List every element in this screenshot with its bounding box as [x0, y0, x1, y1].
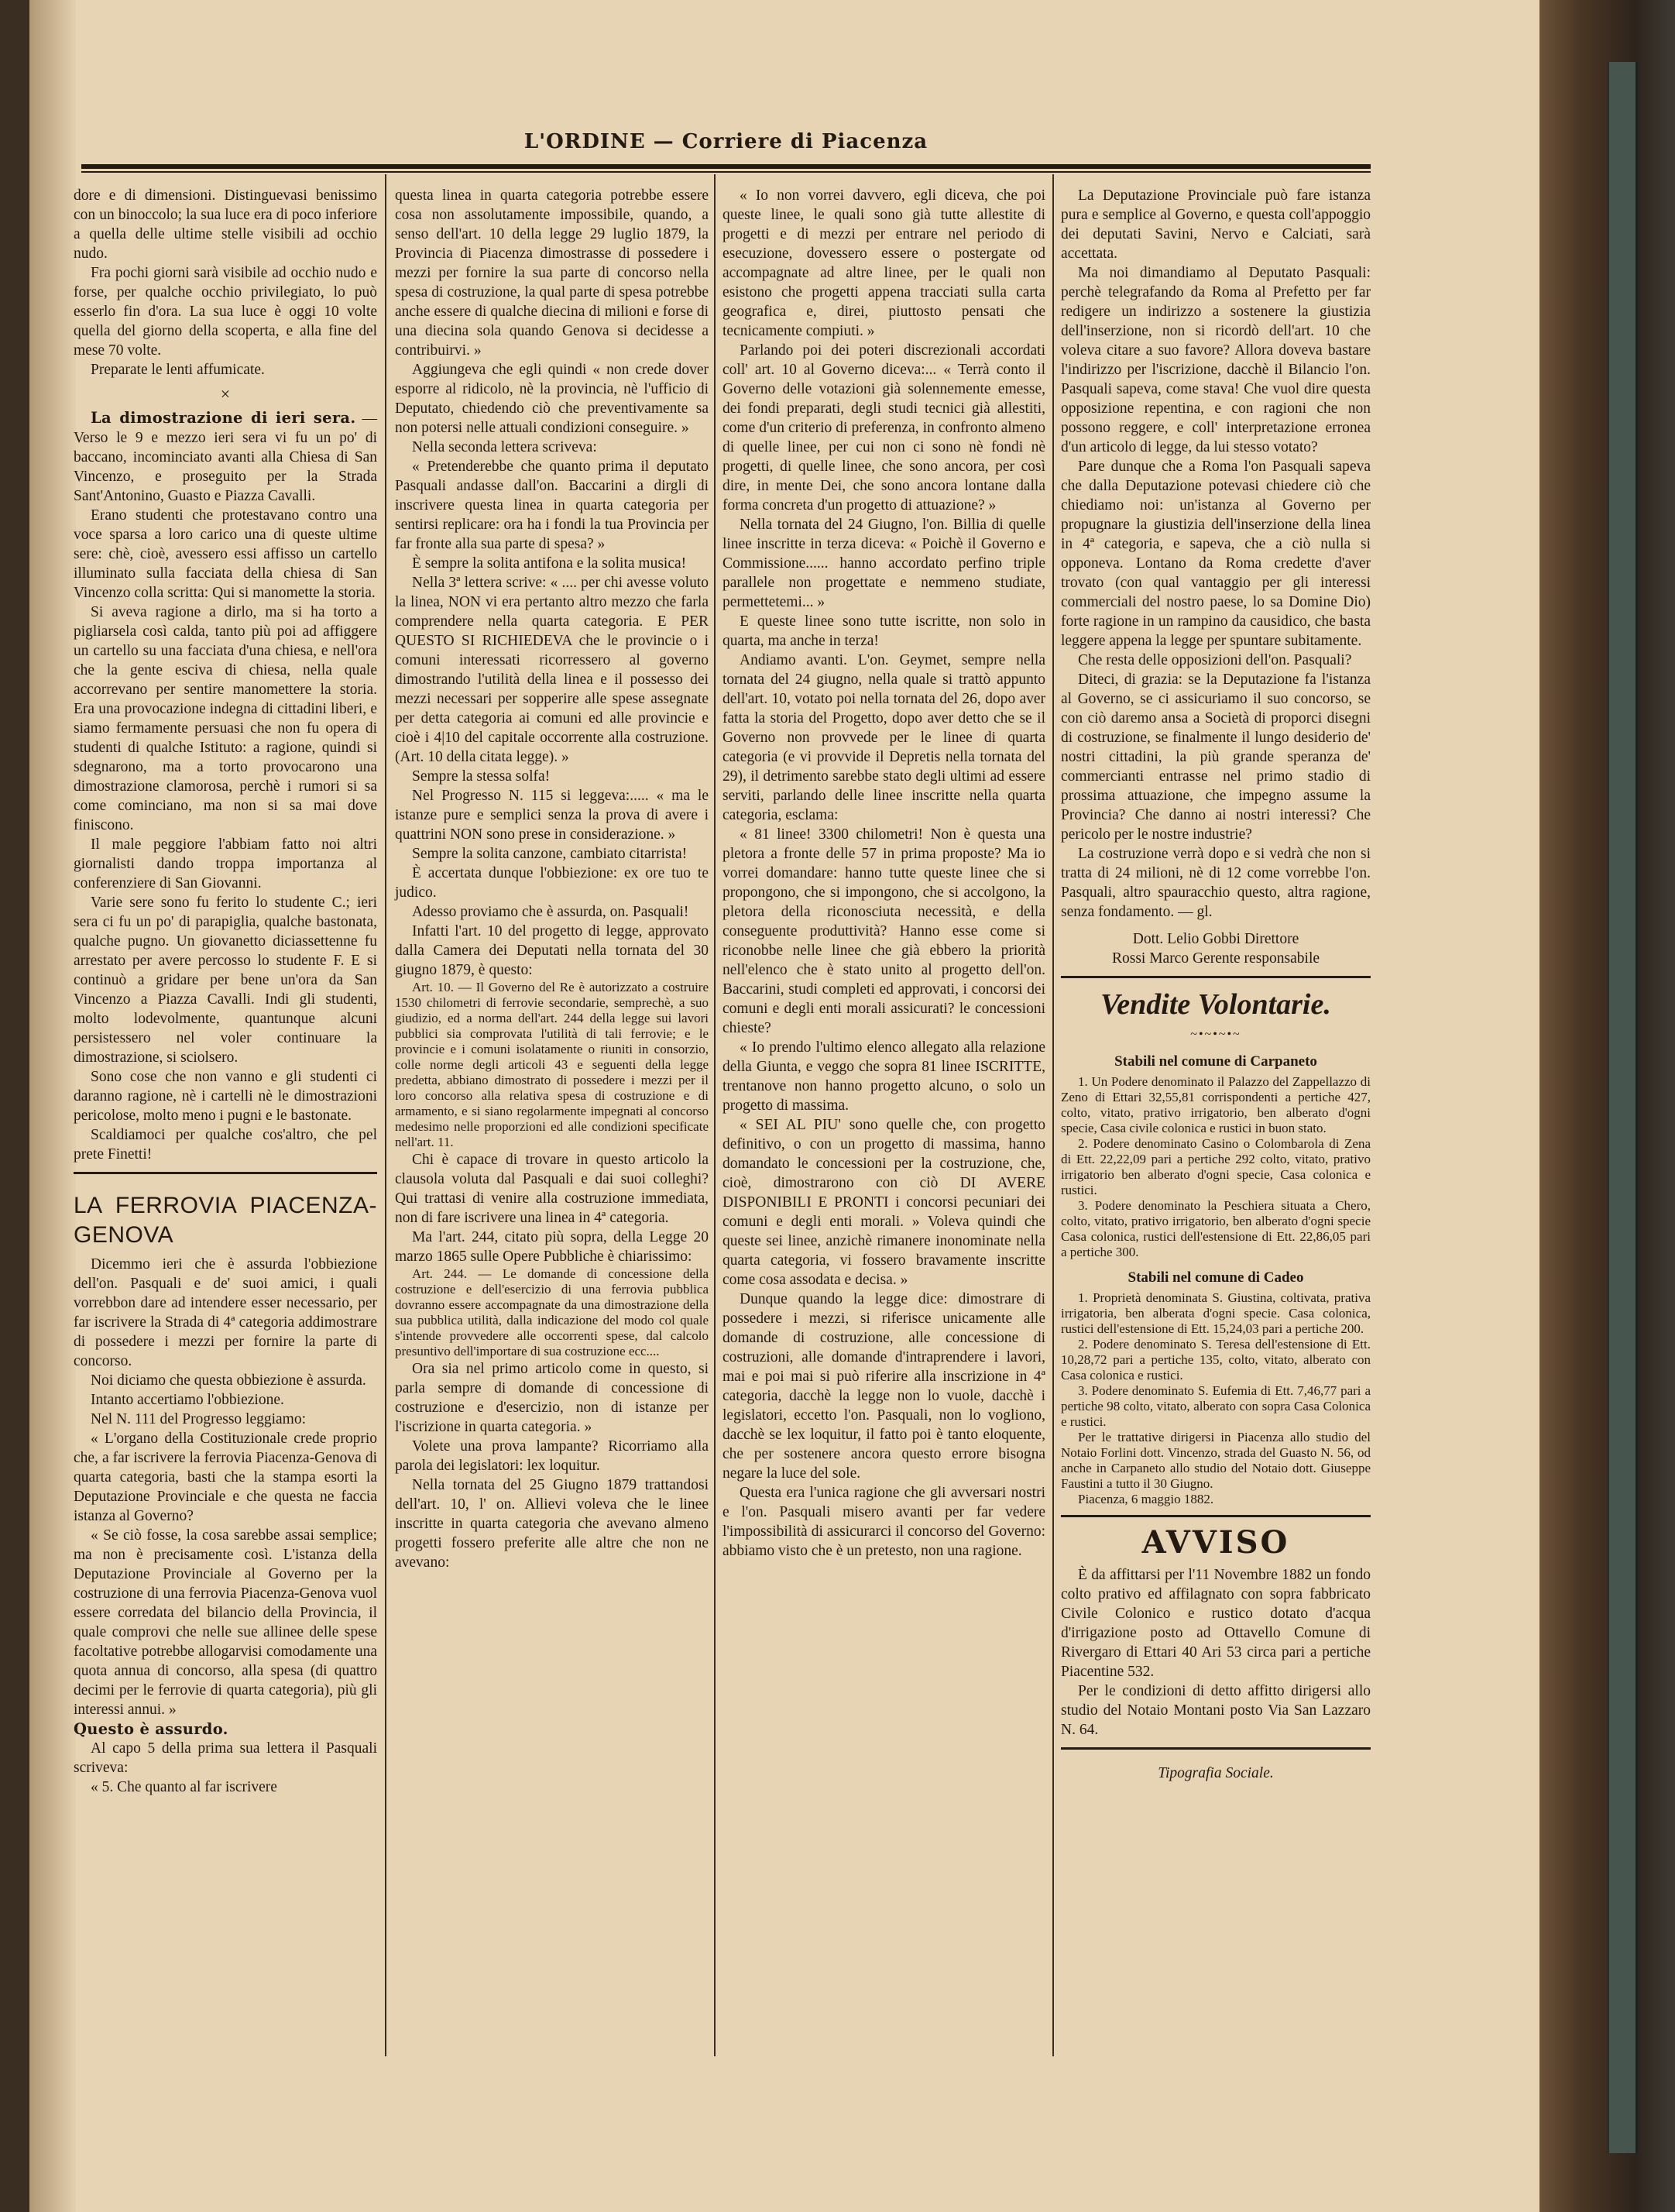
paragraph: Nel N. 111 del Progresso leggiamo:: [91, 1411, 307, 1427]
paragraph: Dunque quando la legge dice: dimostrare di possedere i mezzi, si riferisce unicamente alle domande di costruzione, alle concessione di costruzioni, alle domande d'intraprendere i lavori, mai e poi mai si può riferire alla inscrizione in 4ª categoria, dacchè la legge non lo vuole, dacchè i legislatori, eccetto l'on. Pasquali, non lo vogliono, dacchè se lex loquitur, il fatto poi è tanto eloquente, che per sostenere ancora questo errore bisogna negare la luce del sole.: [723, 1291, 1045, 1482]
paragraph: È da affittarsi per l'11 Novembre 1882 un fondo colto prativo ed affilagnato con sopra fabbricato Civile Colonico e rustico dotato d'acqua d'irrigazione posto ad Ottavello Comune di Rivergaro di Ettari 40 Ari 53 circa pari a pertiche Piacentine 532.: [1061, 1567, 1371, 1680]
divider: [1061, 1515, 1371, 1517]
paragraph: Scaldiamoci per qualche cos'altro, che pel prete Finetti!: [74, 1127, 377, 1163]
ad-subheading: Stabili nel comune di Cadeo: [1128, 1269, 1304, 1286]
paragraph: Aggiungeva che egli quindi « non crede dover esporre al ridicolo, nè la provincia, nè l'ufficio di Deputato, chiedendo ciò che preventivamente sa non potersi nelle attuali condizioni conseguire. »: [395, 362, 709, 436]
divider: [1061, 976, 1371, 978]
paragraph: Adesso proviamo che è assurda, on. Pasquali!: [412, 904, 689, 920]
ad-title: Vendite Volontarie.: [1100, 988, 1331, 1021]
paragraph: La costruzione verrà dopo e si vedrà che non si tratta di 24 milioni, nè di 12 come vorrebbe l'on. Pasquali, altro spauracchio questo, altra ragione, senza fondamento. — gl.: [1061, 846, 1371, 920]
column-divider: [385, 174, 386, 2056]
column-4: [1061, 186, 1371, 1783]
signature-director: Dott. Lelio Gobbi Direttore: [1132, 931, 1299, 947]
paragraph: Intanto accertiamo l'obbiezione.: [91, 1392, 284, 1408]
divider: [74, 1172, 377, 1174]
section-separator: ×: [220, 384, 231, 404]
paragraph: Si aveva ragione a dirlo, ma si ha torto a pigliarsela così calda, tanto più poi ad affiggere un cartello su una facciata d'una chiesa, e nell'ora che la gente esciva di chiesa, nella quale accorrevano per sentire manomettere la storia. Era una provocazione indegna di cittadini liberi, e siamo fermamente persuasi che non fu opera di studenti di qualche Istituto: a ragione, quindi si sdegnarono, ma a torto provocarono una dimostrazione clamorosa, perchè i rumori si sa come cominciano, ma non si sa mai dove finiscono.: [74, 604, 377, 833]
paragraph: Dicemmo ieri che è assurda l'obbiezione dell'on. Pasquali e de' suoi amici, i quali vorrebbon dare ad intendere esser necessario, per far iscrivere la Strada di 4ª categoria addimostrare di possedere i mezzi per fornire la parte di concorso.: [74, 1256, 377, 1369]
signature-manager: Rossi Marco Gerente responsabile: [1111, 950, 1320, 967]
paragraph: dore e di dimensioni. Distinguevasi benissimo con un binoccolo; la sua luce era di poco inferiore a quella delle ultime stelle visibili ad occhio nudo.: [74, 187, 377, 262]
quote: « Io non vorrei davvero, egli diceva, che poi queste linee, le quali sono già tutte allestite di progetti e di mezzi per entrare nel periodo di esecuzione, dovessero essere o postergate od accompagnate ad altre linee, per le quali non esistono che progetti appena tracciati sulla carta geografica e, direi, piuttosto pensati che tecnicamente compiuti. »: [723, 187, 1045, 339]
divider: [1061, 1747, 1371, 1750]
paragraph: Nella tornata del 25 Giugno 1879 trattandosi dell'art. 10, l' on. Allievi voleva che le linee inscritte in quarta categoria che avevano almeno progetti fossero preferite alle altre che non ne avevano:: [395, 1477, 709, 1571]
paragraph: Varie sere sono fu ferito lo studente C.; ieri sera ci fu un po' di parapiglia, qualche bastonata, qualche pugno. Un giovanetto diciassettenne fu arrestato per avere percosso lo studente F. E si continuò a gridare per bene un'ora da San Vincenzo a Piazza Cavalli. Indi gli studenti, molto lodevolmente, quantunque alcuni persistessero nel voler continuare la dimostrazione, si sciolsero.: [74, 895, 377, 1066]
listing: 2. Podere denominato S. Teresa dell'estensione di Ett. 10,28,72 pari a pertiche 135, colto, vitato, alberato con Casa colonica e rustici.: [1061, 1337, 1371, 1382]
ad-subheading: Stabili nel comune di Carpaneto: [1114, 1053, 1317, 1070]
listing: 3. Podere denominato la Peschiera situata a Chero, colto, vitato, prativo irrigatorio, ben alberato d'ogni specie Casa colonica, rustici dell'estensione di Ett. 22,86,05 pari a pertiche 300.: [1061, 1198, 1371, 1259]
listing: 1. Un Podere denominato il Palazzo del Zappellazzo di Zeno di Ettari 32,55,81 corrispondenti a pertiche 427, colto, vitato, prativo irrigatorio, ben alberato d'ogni specie, Casa civile colonica e rustici in buon stato.: [1061, 1074, 1371, 1135]
quote: « 81 linee! 3300 chilometri! Non è questa una pletora a fronte delle 57 in prima proposte? Ma io vorrei domandare: hanno tutte queste linee che si propongono, che si impongono, che si accolgono, la pletora della riconosciuta necessità, e della conseguente produttività? Hanno esse come si riconobbe nelle linee che già ebbero la priorità nell'elenco che è stato unito al progetto dell'on. Baccarini, studi completi ed approvati, i concorsi dei comuni e degli enti morali assicurati? le concessioni chieste?: [723, 826, 1045, 1036]
printer-credit: Tipografia Sociale.: [1158, 1765, 1274, 1781]
paragraph: Questa era l'unica ragione che gli avversari nostri e l'on. Pasquali misero avanti per far vedere l'impossibilità di assicurarci il concorso del Governo: abbiamo visto che è un pretesto, non una ragione.: [723, 1485, 1045, 1559]
paragraph: E queste linee sono tutte iscritte, non solo in quarta, ma anche in terza!: [723, 613, 1045, 649]
paragraph: Per le condizioni di detto affitto dirigersi allo studio del Notaio Montani posto Via San Lazzaro N. 64.: [1061, 1683, 1371, 1738]
paragraph: Sempre la stessa solfa!: [412, 768, 551, 785]
column-divider: [714, 174, 716, 2056]
paragraph: È accertata dunque l'obbiezione: ex ore tuo te judico.: [395, 865, 709, 901]
paragraph: Diteci, di grazia: se la Deputazione fa l'istanza al Governo, se ci assicuriamo il suo concorso, se con ciò daremo ansa a Società di proporci disegni di costruzione, se finalmente il lungo desiderio de' nostri cittadini, la più grande speranza de' commercianti entrasse nel primo stadio di prossima attuazione, che impegno assume la Provincia? Che danno ai nostri interessi? Che pericolo per le nostre industrie?: [1061, 672, 1371, 843]
paragraph: Fra pochi giorni sarà visibile ad occhio nudo e forse, per qualche occhio privilegiato, lo può esserlo fin d'ora. La sua luce è oggi 10 volte quella del giorno della scoperta, e alla fine del mese 70 volte.: [74, 265, 377, 359]
article-heading: La dimostrazione di ieri sera.: [91, 409, 356, 427]
quote: « Pretenderebbe che quanto prima il deputato Pasquali andasse dall'on. Baccarini a dirgli di inscrivere questa linea in quarta categoria per sentirsi replicare: ora ha i fondi la tua Provincia per far fronte alla sua parte di spesa? »: [395, 459, 709, 552]
paragraph: Ora sia nel primo articolo come in questo, si parla sempre di domande di concessione di costruzione e d'esercizio, non di istanze per l'iscrizione in quarta categoria. »: [395, 1361, 709, 1435]
notice-title: AVVISO: [1141, 1524, 1290, 1561]
paragraph: Infatti l'art. 10 del progetto di legge, approvato dalla Camera dei Deputati nella tornata del 30 giugno 1879, è questo:: [395, 923, 709, 978]
paragraph: Ma l'art. 244, citato più sopra, della Legge 20 marzo 1865 sulle Opere Pubbliche è chiarissimo:: [395, 1229, 709, 1265]
law-article: Art. 244. — Le domande di concessione della costruzione e dell'esercizio di una ferrovia pubblica dovranno essere accompagnate da una dimostrazione della sua pubblica utilità, dalla indicazione del modo col quale s'intende provvedere alle occorrenti spese, dal calcolo presuntivo dell'importare di sua costruzione ecc....: [395, 1266, 709, 1358]
paragraph: Ma noi dimandiamo al Deputato Pasquali: perchè telegrafando da Roma al Prefetto per far redigere un indirizzo a sostenere la giustizia dell'inserzione, non si ricordò dell'art. 10 che voleva citare a suo favore? Allora doveva bastare l'indirizzo per l'iscrizione, dacchè il Bilancio l'on. Pasquali sapeva, come stava! Che vuol dire questa opposizione repentina, e con ragioni che non possono reggere, e coll' interpretazione erronea d'un articolo di legge, da lui stesso votato?: [1061, 265, 1371, 455]
column-1: [74, 186, 377, 1797]
article-title: LA FERROVIA PIACENZA-GENOVA: [74, 1193, 377, 1248]
binding-strip: [1607, 62, 1638, 2153]
paragraph: Sono cose che non vanno e gli studenti ci daranno ragione, nè i cartelli nè le dimostrazioni pericolose, molto meno i pugni e le bastonate.: [74, 1069, 377, 1124]
column-divider: [1052, 174, 1054, 2056]
column-3: [723, 186, 1045, 1561]
paragraph: questa linea in quarta categoria potrebbe essere cosa non assolutamente impossibile, quando, a senso dell'art. 10 della legge 29 luglio 1879, la Provincia di Piacenza dimostrasse di possedere i mezzi per fornire la sua parte di concorso nella spesa di costruzione, la qual parte di spesa potrebbe anche essere di qualche diecina di milioni e forse di una diecina sola quando Genova si decidesse a contribuirvi. »: [395, 187, 709, 359]
header-rule-thin: [81, 171, 1371, 173]
listing: 2. Podere denominato Casino o Colombarola di Zena di Ett. 22,22,09 pari a pertiche 292 colto, vitato, prativo irrigatorio ben alberato d'ogni specie, Casa colonica e rustici.: [1061, 1136, 1371, 1197]
paragraph: Volete una prova lampante? Ricorriamo alla parola dei legislatori: lex loquitur.: [395, 1438, 709, 1474]
book-gutter: [29, 0, 76, 2212]
paragraph: Nella seconda lettera scriveva:: [412, 439, 597, 455]
paragraph: Erano studenti che protestavano contro una voce sparsa a loro carico una di queste ultime sere: chè, cioè, avessero essi affisso un cartello illuminato sulla facciata della chiesa di San Vincenzo colla scritta: Qui si manomette la storia.: [74, 507, 377, 601]
paragraph: Nel Progresso N. 115 si leggeva:..... « ma le istanze pure e semplici senza la prova di avere i quattrini NON sono prese in considerazione. »: [395, 788, 709, 843]
paragraph: Parlando poi dei poteri discrezionali accordati coll' art. 10 al Governo diceva:... « Terrà conto il Governo delle votazioni già solennemente emesse, dei fondi preparati, degli studi tecnici già allestiti, come d'un criterio di preferenza, in confronto almeno di quelle linee, per cui non ci sono nè fondi nè progetti, di quelle linee, che sono ancora, per così dire, in mente Dei, che sono ancora lontane dalla forma concreta d'un progetto di attuazione? »: [723, 342, 1045, 514]
ornament-icon: ~•~•~•~: [1190, 1028, 1241, 1041]
paragraph: Il male peggiore l'abbiam fatto noi altri giornalisti dando troppa importanza al conferenziere di San Giovanni.: [74, 836, 377, 891]
quote: « Se ciò fosse, la cosa sarebbe assai semplice; ma non è precisamente così. L'istanza della Deputazione Provinciale al Governo per la costruzione di una ferrovia Piacenza-Genova vuol essere corredata del bilancio della Provincia, il quale comprovi che nelle sue allinee delle spese facoltative potrebbe allogarvisi comodamente una quota annua di concorso, alla spesa (di quattro decimi per le ferrovie di quarta categoria), più gli interessi annui. »: [74, 1527, 377, 1718]
paragraph: Al capo 5 della prima sua lettera il Pasquali scriveva:: [74, 1740, 377, 1776]
paragraph: È sempre la solita antifona e la solita musica!: [412, 555, 687, 572]
paragraph: Nella 3ª lettera scrive: « .... per chi avesse voluto la linea, NON vi era pertanto altro mezzo che farla comprendere nella quarta categoria. E PER QUESTO SI RICHIEDEVA che le provincie o i comuni interessati ricorressero al governo dimostrando l'utilità della linea e il possesso dei mezzi necessari per sopperire alle spese assegnate per detta categoria ai comuni ed alle provincie e cioè i 4|10 del capitale occorrente alla costruzione. (Art. 10 della citata legge). »: [395, 575, 709, 765]
law-article: Art. 10. — Il Governo del Re è autorizzato a costruire 1530 chilometri di ferrovie secondarie, semprechè, a suo giudizio, ed a norma dell'art. 244 della legge sui lavori pubblici sia comprovata l'utilità di tali ferrovie; e le provincie e i comuni isolatamente o riuniti in consorzio, colle norme degli articoli 43 e seguenti della legge predetta, abbiano dimostrato di possedere i mezzi per il loro concorso alla relativa spesa di costruzione e di armamento, e si siano regolarmente impegnati al concorso medesimo nelle proporzioni ed alle condizioni specificate nell'art. 11.: [395, 980, 709, 1149]
paragraph: Chi è capace di trovare in questo articolo la clausola voluta dal Pasquali e dai suoi colleghi? Qui trattasi di venire alla costruzione immediata, non di fare iscrivere una linea in 4ª categoria.: [395, 1152, 709, 1226]
quote: « L'organo della Costituzionale crede proprio che, a far iscrivere la ferrovia Piacenza-Genova di quarta categoria, basti che la stampa esorti la Deputazione Provinciale e che questa ne faccia istanza al Governo?: [74, 1431, 377, 1524]
listing: 1. Proprietà denominata S. Giustina, coltivata, prativa irrigatoria, ben alberata d'ogni specie. Casa colonica, rustici dell'estensione di Ett. 15,24,03 pari a pertiche 200.: [1061, 1290, 1371, 1336]
column-2: [395, 186, 709, 1572]
paragraph: Noi diciamo che questa obbiezione è assurda.: [91, 1372, 366, 1389]
masthead-title: L'ORDINE — Corriere di Piacenza: [523, 130, 928, 153]
subheading: Questo è assurdo.: [74, 1720, 228, 1738]
paragraph: Preparate le lenti affumicate.: [91, 362, 265, 378]
masthead: [81, 127, 1371, 164]
quote: « 5. Che quanto al far iscrivere: [91, 1779, 277, 1795]
paragraph: Nella tornata del 24 Giugno, l'on. Billia di quelle linee inscritte in terza diceva: « Poichè il Governo e Commissione...... hanno accordato perfino triple parallele non progettate e nemmeno studiate, permettetemi... »: [723, 517, 1045, 610]
paragraph: Sempre la solita canzone, cambiato citarrista!: [412, 846, 688, 862]
listing: 3. Podere denominato S. Eufemia di Ett. 7,46,77 pari a pertiche 98 colto, vitato, alberato con sopra Casa Colonica e rustici.: [1061, 1383, 1371, 1429]
paragraph: Andiamo avanti. L'on. Geymet, sempre nella tornata del 24 giugno, nella quale si trattò appunto dell'art. 10, votato poi nella tornata del 26, dopo aver fatta la storia del Progetto, dopo aver detto che se il Governo non provvede per le linee di quarta categoria (e vi provvide il Depretis nella tornata del 29), il detrimento sarebbe stato degli ultimi ad essere serviti, parlando delle linee inscritte nella quarta categoria, esclama:: [723, 652, 1045, 823]
paragraph: Che resta delle opposizioni dell'on. Pasquali?: [1078, 652, 1352, 668]
paragraph: Pare dunque che a Roma l'on Pasquali sapeva che dalla Deputazione potevasi chiedere ciò che chiediamo noi: un'istanza al Governo per propugnare la giustizia dell'inserzione della linea in 4ª categoria, e sapeva, che a ciò nulla si opponeva. Lontano da Roma credette d'aver trovato (con qual vantaggio per gli interessi commerciali del nostro paese, lo sa Domine Dio) forte ragione in un rampino da causidico, che basta leggere appena la legge per spuntare subitamente.: [1061, 459, 1371, 649]
paragraph: La Deputazione Provinciale può fare istanza pura e semplice al Governo, e questa coll'appoggio dei deputati Savini, Nervo e Calciati, sarà accettata.: [1061, 187, 1371, 262]
header-rule: [81, 164, 1371, 169]
quote: « SEI AL PIU' sono quelle che, con progetto definitivo, o con un progetto di massima, hanno domandato le concessioni per la costruzione, che, cioè, dimostrarono con ciò DI AVERE DISPONIBILI E PRONTI i concorsi pecuniari dei comuni e degli enti morali. » Voleva quindi che queste sei linee, anzichè rimanere inonominate nella quarta categoria, vi fossero bravamente inscritte come cosa assodata e decisa. »: [723, 1117, 1045, 1288]
paragraph: — Verso le 9 e mezzo ieri sera vi fu un po' di baccano, incominciato avanti alla Chiesa di San Vincenzo, e proseguito per la Strada Sant'Antonino, Guasto e Piazza Cavalli.: [74, 410, 377, 504]
listing: Per le trattative dirigersi in Piacenza allo studio del Notaio Forlini dott. Vincenzo, strada del Guasto N. 56, od anche in Carpaneto allo studio del Notaio dott. Giuseppe Faustini a tutto il 30 Giugno.: [1061, 1430, 1371, 1491]
ad-date: Piacenza, 6 maggio 1882.: [1078, 1492, 1214, 1506]
quote: « Io prendo l'ultimo elenco allegato alla relazione della Giunta, e veggo che sopra 81 linee ISCRITTE, trentanove non hanno progetto alcuno, o solo un progetto di massima.: [723, 1039, 1045, 1114]
